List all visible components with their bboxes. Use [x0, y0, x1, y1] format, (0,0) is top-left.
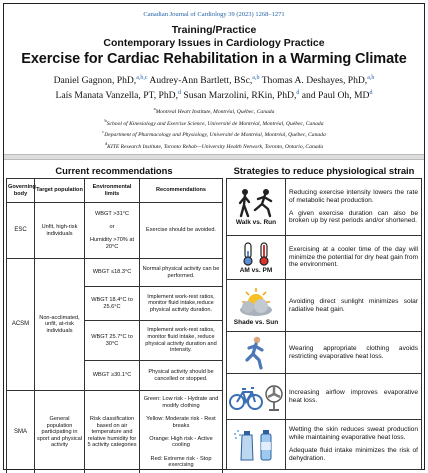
strategy-row — [226, 332, 422, 374]
strategy-icon-cell — [226, 374, 286, 419]
strategy-icon-cell — [226, 236, 286, 279]
strategy-icon-cell — [226, 179, 286, 235]
strategy-text: Wetting the skin reduces sweat production while maintaining evaporative heat loss. Adequate fluid intake minimizes the risk of dehydration. — [286, 420, 422, 469]
population-cell: General population participating in sport and physical activity — [35, 391, 85, 473]
thermometer-icon — [236, 242, 276, 266]
affiliations: $^a$Montreal Heart Institute, Montréal, Québec, Canada $^b$School of Kinesiology and Exercise Science, Université de Montréal, Montréal, Québec, Canada $^c$Department of Pharmacology and Physiology, Université de Montréal, Montréal, Québec, Canada $^d$KITE Research Institute, Toronto Rehab—University Health Network, Toronto, Ontario, Canada — [102, 106, 326, 150]
column-header: Recommendations — [140, 179, 223, 203]
table-row — [7, 391, 223, 473]
strategy-text: Avoiding direct sunlight minimizes solar radiative heat gain. — [286, 280, 422, 331]
strategy-row — [226, 236, 422, 280]
affiliation: School of Kinesiology and Exercise Science, Université de Montréal, Montréal, Québec, Canada — [106, 120, 324, 127]
limit-cell: WBGT ≤18.3°C — [85, 259, 140, 287]
limit-cell: WBGT 25.7°C to 30°C — [85, 321, 140, 361]
section-label: Training/Practice — [171, 24, 257, 36]
spray-bottle-icon — [232, 428, 280, 462]
author: Daniel Gagnon, PhD, — [53, 75, 137, 87]
strategy-label: Shade vs. Sun — [233, 318, 279, 326]
shade-sun-icon — [234, 286, 278, 318]
author: Laís Manata Vanzella, PT, PhD, — [55, 90, 178, 102]
article-title: Exercise for Cardiac Rehabilitation in a Warming Climate — [21, 51, 407, 67]
section-divider — [4, 154, 424, 160]
strategy-label: AM vs. PM — [239, 266, 273, 274]
strategy-row — [226, 280, 422, 332]
journal-citation: Canadian Journal of Cardiology 39 (2023) 1268–1271 — [143, 11, 285, 18]
recommendation-cell: Exercise should be avoided. — [140, 203, 223, 259]
population-cell: Unfit, high-risk individuals — [35, 203, 85, 259]
limit-cell: Risk classification based on air temperature and relative humidity for 5 activity categories — [85, 391, 140, 473]
table-row — [7, 203, 223, 259]
subsection-label: Contemporary Issues in Cardiology Practice — [103, 37, 325, 49]
author: Susan Marzolini, RKin, PhD, — [183, 90, 297, 102]
limit-cell: WBGT ≥30.1°C — [85, 361, 140, 391]
recommendations-table — [6, 178, 223, 473]
governing-body-cell: ACSM — [7, 259, 35, 391]
strategy-text: Exercising at a cooler time of the day will minimize the potential for dry heat gain from the environment. — [286, 236, 422, 279]
strategy-icon-cell — [226, 420, 286, 469]
clothing-icon — [239, 336, 273, 370]
recommendation-cell: Implement work-rest ratios, monitor fluid intake, reduce physical activity duration and intensity. — [140, 321, 223, 361]
limit-cell: WBGT >31°C or Humidity >70% at 20°C — [85, 203, 140, 259]
population-cell: Non-acclimated, unfit, at-risk individuals — [35, 259, 85, 391]
strategy-label: Walk vs. Run — [235, 219, 277, 226]
strategy-text: Reducing exercise intensity lowers the rate of metabolic heat production. A given exercise duration can also be broken up by rest periods and/or shortened. — [286, 179, 422, 235]
infographic-frame — [3, 3, 425, 470]
strategy-text: Increasing airflow improves evaporative heat loss. — [286, 374, 422, 419]
affiliation: Montreal Heart Institute, Montréal, Québec, Canada — [155, 109, 275, 116]
article-header — [4, 4, 424, 150]
author: Thomas A. Deshayes, PhD, — [261, 75, 368, 87]
author-list: Daniel Gagnon, PhD,$^{a,b,c}$ Audrey-Ann Bartlett, BSc,$^{a,b}$ Thomas A. Deshayes, PhD,$^{a,b}$ Laís Manata Vanzella, PT, PhD,$^d$ Susan Marzolini, RKin, PhD,$^d$ and Paul Oh, $MD^d$ — [53, 75, 375, 102]
panel-title: Current recommendations — [55, 165, 173, 176]
limit-cell: WBGT 18.4°C to 25.6°C — [85, 287, 140, 321]
strategies-panel — [226, 164, 422, 470]
affiliation: Department of Pharmacology and Physiology, Université de Montréal, Montréal, Québec, Canada — [104, 132, 326, 139]
strategy-icon-cell — [226, 280, 286, 331]
bike-fan-icon — [228, 382, 284, 412]
table-header-row — [7, 179, 223, 203]
current-recommendations-panel — [6, 164, 222, 473]
column-header: Governing body — [7, 179, 35, 203]
author: Audrey-Ann Bartlett, BSc, — [149, 75, 253, 87]
governing-body-cell: SMA — [7, 391, 35, 473]
column-header: Environmental limits — [85, 179, 140, 203]
table-row — [7, 259, 223, 287]
recommendation-cell: Normal physical activity can be performed. — [140, 259, 223, 287]
affiliation: KITE Research Institute, Toronto Rehab—University Health Network, Toronto, Ontario, Canada — [107, 143, 324, 150]
panel-title: Strategies to reduce physiological strain — [233, 165, 415, 176]
column-header: Target population — [35, 179, 85, 203]
strategy-row — [226, 178, 422, 236]
strategy-row — [226, 374, 422, 420]
strategy-row — [226, 420, 422, 470]
governing-body-cell: ESC — [7, 203, 35, 259]
walk-run-icon — [233, 188, 279, 218]
author: and Paul Oh, MD — [301, 90, 370, 102]
recommendation-cell: Physical activity should be cancelled or stopped. — [140, 361, 223, 391]
strategy-text: Wearing appropriate clothing avoids restricting evaporative heat loss. — [286, 332, 422, 373]
strategy-icon-cell — [226, 332, 286, 373]
recommendation-cell: Implement work-rest ratios, monitor fluid intake,reduce physical activity duration. — [140, 287, 223, 321]
recommendation-cell: Green: Low risk - Hydrate and modify clothing Yellow: Moderate risk - Rest breaks Orange: High risk - Active cooling Red: Extreme risk - Stop exercising — [140, 391, 223, 473]
